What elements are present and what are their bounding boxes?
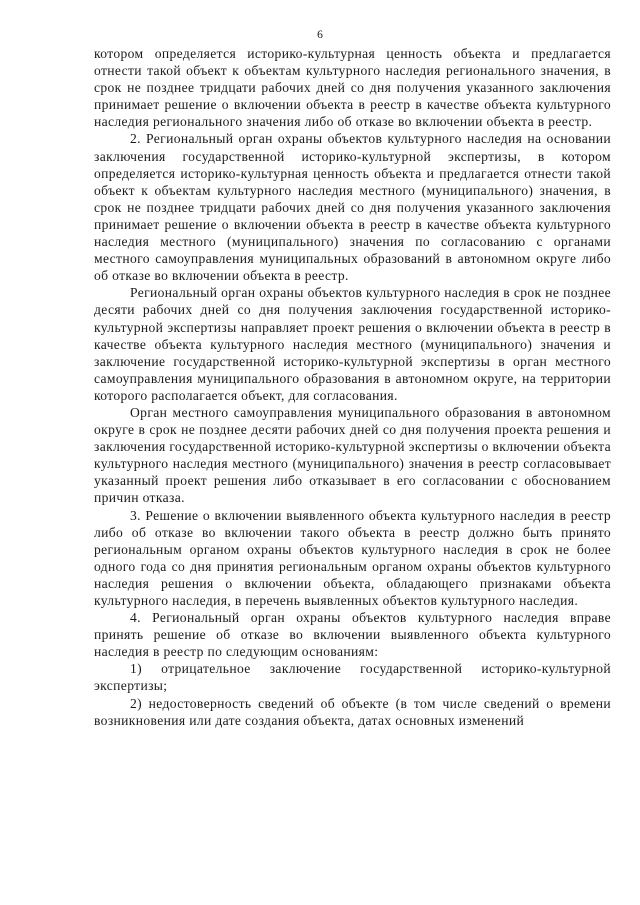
page-number: 6 — [317, 29, 323, 41]
paragraph-continuation: котором определяется историко-культурная ценность объекта и предлагается отнести такой объект к объектам культурного наследия регионального значения, в срок не позднее тридцати рабочих дней со дня получения указанного заключения принимает решение о включении объекта в реестр в качестве объекта культурного наследия регионального значения либо об отказе во включении объекта в реестр. — [94, 46, 611, 130]
paragraph-regional-body-referral: Региональный орган охраны объектов культурного наследия в срок не позднее десяти рабочих дней со дня получения заключения государственной историко-культурной экспертизы направляет проект решения о включении объекта в реестр в качестве объекта культурного наследия местного (муниципального) значения и заключение государственной историко-культурной экспертизы в орган местного самоуправления муниципального образования в автономном округе, на территории которого располагается объект, для согласования. — [94, 285, 611, 403]
paragraph-clause-2: 2. Региональный орган охраны объектов культурного наследия на основании заключения государственной историко-культурной экспертизы, в котором определяется историко-культурная ценность объекта и предлагается отнести такой объект к объектам культурного наследия местного (муниципального) значения, в срок не позднее тридцати рабочих дней со дня получения указанного заключения принимает решение о включении объекта в реестр в качестве объекта культурного наследия местного (муниципального) значения по согласованию с органами местного самоуправления муниципальных образований в автономном округе либо об отказе во включении объекта в реестр. — [94, 131, 611, 284]
paragraph-clause-4: 4. Региональный орган охраны объектов культурного наследия вправе принять решение об отказе во включении выявленного объекта культурного наследия в реестр по следующим основаниям: — [94, 610, 611, 660]
list-item-2: 2) недостоверность сведений об объекте (в том числе сведений о времени возникновения или дате создания объекта, датах основных изменений — [94, 695, 611, 728]
paragraph-local-body-approval: Орган местного самоуправления муниципального образования в автономном округе в срок не позднее десяти рабочих дней со дня получения проекта решения и заключения государственной историко-культурной экспертизы о включении объекта культурного наследия местного (муниципального) значения в реестр согласовывает указанный проект решения либо отказывает в его согласовании с обоснованием причин отказа. — [94, 404, 611, 506]
document-body — [94, 45, 611, 729]
paragraph-clause-3: 3. Решение о включении выявленного объекта культурного наследия в реестр либо об отказе во включении такого объекта в реестр должно быть принято региональным органом охраны объектов культурного наследия в срок не более одного года со дня принятия региональным органом охраны объектов культурного наследия решения о включении объекта, обладающего признаками объекта культурного наследия, в перечень выявленных объектов культурного наследия. — [94, 507, 611, 608]
list-item-1: 1) отрицательное заключение государственной историко-культурной экспертизы; — [94, 661, 611, 694]
